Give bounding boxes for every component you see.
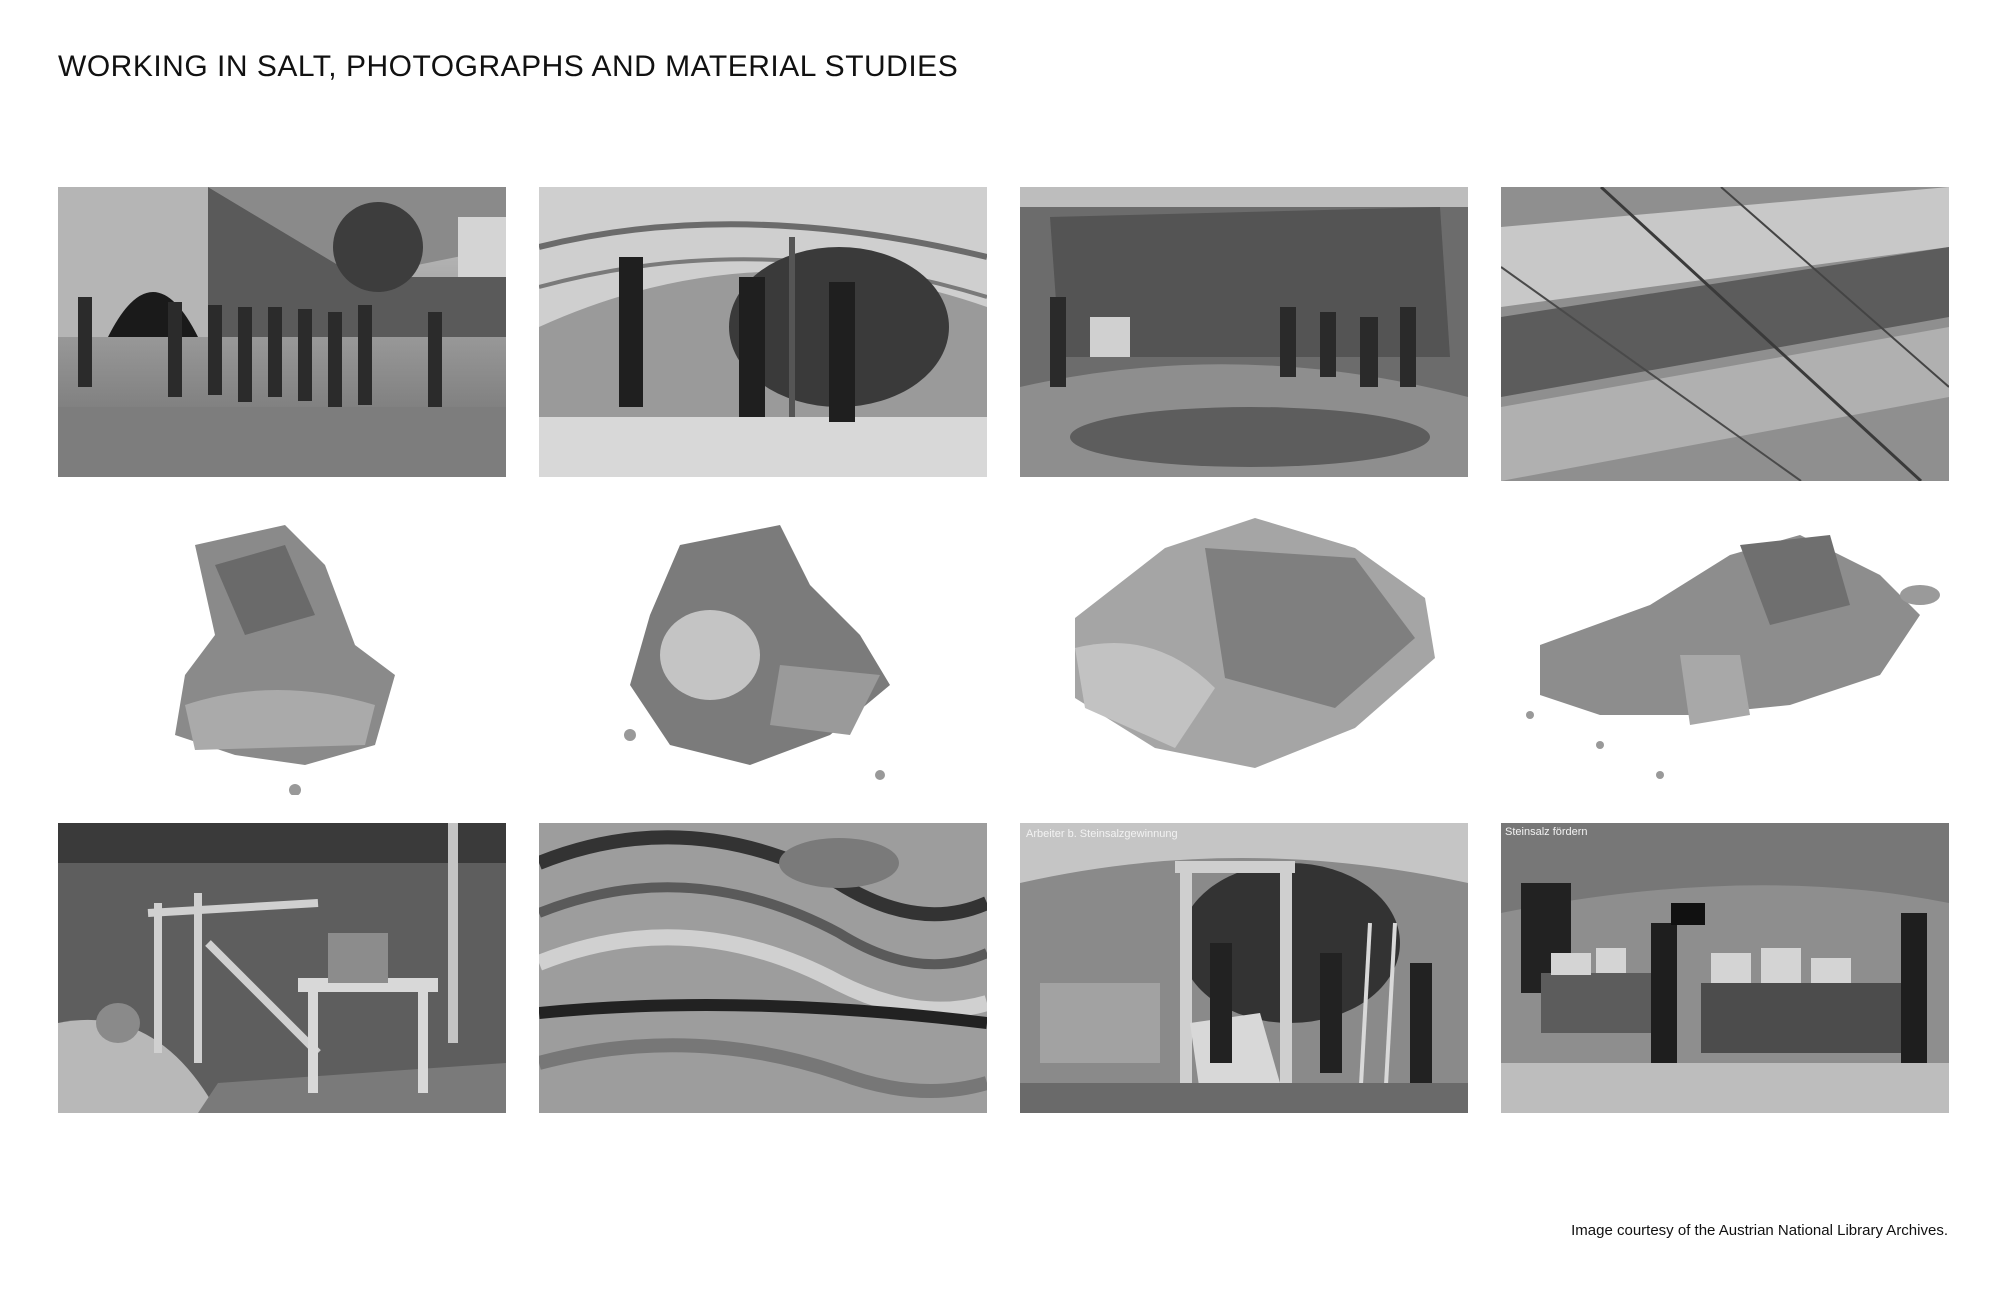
- photo-miners-drilling: [539, 187, 987, 477]
- photo-miners-chamber: [1020, 187, 1468, 477]
- image-credit: Image courtesy of the Austrian National Library Archives.: [1571, 1222, 1948, 1239]
- page-title: WORKING IN SALT, PHOTOGRAPHS AND MATERIAL STUDIES: [58, 50, 959, 83]
- photo-drilling-rig: [58, 823, 506, 1113]
- photo-caption: Arbeiter b. Steinsalzgewinnung: [1026, 828, 1178, 840]
- salt-sample-3: [1055, 508, 1445, 790]
- salt-sample-1: [155, 505, 415, 795]
- photo-salt-rock-face: [1501, 187, 1949, 481]
- photo-salt-carts: [1501, 823, 1949, 1113]
- photo-mine-entrance: [58, 187, 506, 477]
- photo-salt-strata: [539, 823, 987, 1113]
- salt-sample-4: [1500, 515, 1940, 785]
- photo-workers-rock-salt: [1020, 823, 1468, 1113]
- salt-sample-2: [610, 505, 900, 795]
- photo-caption: Steinsalz fördern: [1505, 826, 1588, 838]
